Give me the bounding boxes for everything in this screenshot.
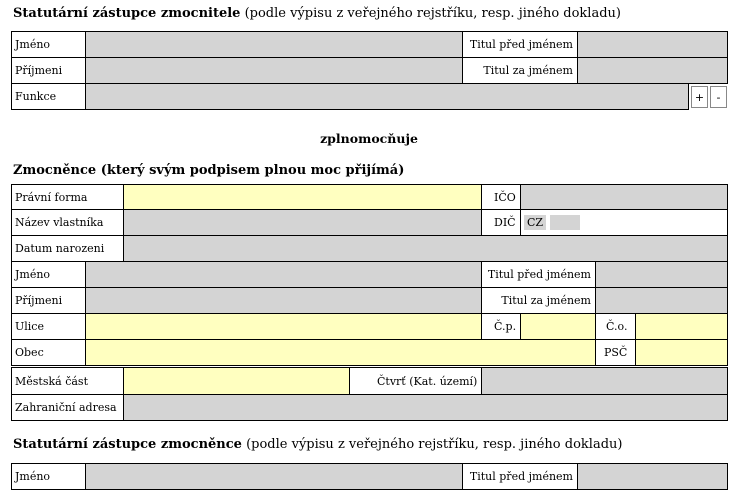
label-cp: Č.p.: [481, 313, 521, 340]
label-ctvrt: Čtvrť (Kat. území): [349, 367, 482, 395]
input-co[interactable]: [635, 313, 728, 340]
input-funkce[interactable]: [85, 83, 689, 110]
input-obec[interactable]: [85, 339, 596, 366]
section-title-rest: (podle výpisu z veřejného rejstříku, resp. jiného dokladu): [241, 437, 623, 452]
label-co: Č.o.: [595, 313, 636, 340]
label-titul-za: Titul za jménem: [462, 57, 578, 84]
label-prijmeni-zmocnenec: Příjmeni: [11, 287, 86, 314]
input-zahranicni-adresa[interactable]: [123, 394, 728, 421]
input-titul-za-zmocnenec[interactable]: [595, 287, 728, 314]
input-jmeno-zmocnenec[interactable]: [85, 261, 482, 288]
label-jmeno-statutar: Jméno: [11, 463, 86, 490]
input-jmeno[interactable]: [85, 31, 463, 58]
label-zahranicni-adresa: Zahraniční adresa: [11, 394, 124, 421]
section-title-rest: (podle výpisu z veřejného rejstříku, resp. jiného dokladu): [240, 6, 621, 21]
label-mestska-cast: Městská část: [11, 367, 124, 395]
dic-prefix: CZ: [524, 215, 546, 230]
label-ulice: Ulice: [11, 313, 86, 340]
section-title-zmocnitel: [13, 6, 621, 21]
dic-field: [520, 209, 728, 236]
label-nazev-vlastnika: Název vlastníka: [11, 209, 124, 236]
input-prijmeni[interactable]: [85, 57, 463, 84]
input-prijmeni-zmocnenec[interactable]: [85, 287, 482, 314]
label-dic: DIČ: [481, 209, 521, 236]
section-title-statutar-zmocnence: [13, 437, 622, 452]
label-titul-za-zmocnenec: Titul za jménem: [481, 287, 596, 314]
input-mestska-cast[interactable]: [123, 367, 350, 395]
zplnomocnuje-label: zplnomocňuje: [320, 131, 418, 146]
label-prijmeni: Příjmeni: [11, 57, 86, 84]
label-titul-pred: Titul před jménem: [462, 31, 578, 58]
input-titul-pred-zmocnenec[interactable]: [595, 261, 728, 288]
label-jmeno-zmocnenec: Jméno: [11, 261, 86, 288]
label-pravni-forma: Právní forma: [11, 184, 124, 210]
label-titul-pred-statutar: Titul před jménem: [462, 463, 578, 490]
input-cp[interactable]: [520, 313, 596, 340]
add-function-button[interactable]: +: [691, 86, 708, 108]
input-datum-narozeni[interactable]: [123, 235, 728, 262]
label-ico: IČO: [481, 184, 521, 210]
input-titul-pred[interactable]: [577, 31, 728, 58]
input-ctvrt[interactable]: [481, 367, 728, 395]
section-title-bold: Statutární zástupce zmocnitele: [13, 6, 241, 21]
input-titul-pred-statutar[interactable]: [577, 463, 728, 490]
input-dic[interactable]: [550, 215, 580, 230]
label-psc: PSČ: [595, 339, 636, 366]
input-psc[interactable]: [635, 339, 728, 366]
input-ico[interactable]: [520, 184, 728, 210]
input-ulice[interactable]: [85, 313, 482, 340]
label-datum-narozeni: Datum narozeni: [11, 235, 124, 262]
remove-function-button[interactable]: -: [710, 86, 727, 108]
input-jmeno-statutar[interactable]: [85, 463, 463, 490]
input-titul-za[interactable]: [577, 57, 728, 84]
section-title-zmocnenec: Zmocněnce (který svým podpisem plnou moc přijímá): [13, 163, 405, 178]
label-jmeno: Jméno: [11, 31, 86, 58]
label-funkce: Funkce: [11, 83, 86, 110]
input-pravni-forma[interactable]: [123, 184, 482, 210]
label-titul-pred-zmocnenec: Titul před jménem: [481, 261, 596, 288]
section-title-bold: Statutární zástupce zmocněnce: [13, 437, 242, 452]
label-obec: Obec: [11, 339, 86, 366]
input-nazev-vlastnika[interactable]: [123, 209, 482, 236]
